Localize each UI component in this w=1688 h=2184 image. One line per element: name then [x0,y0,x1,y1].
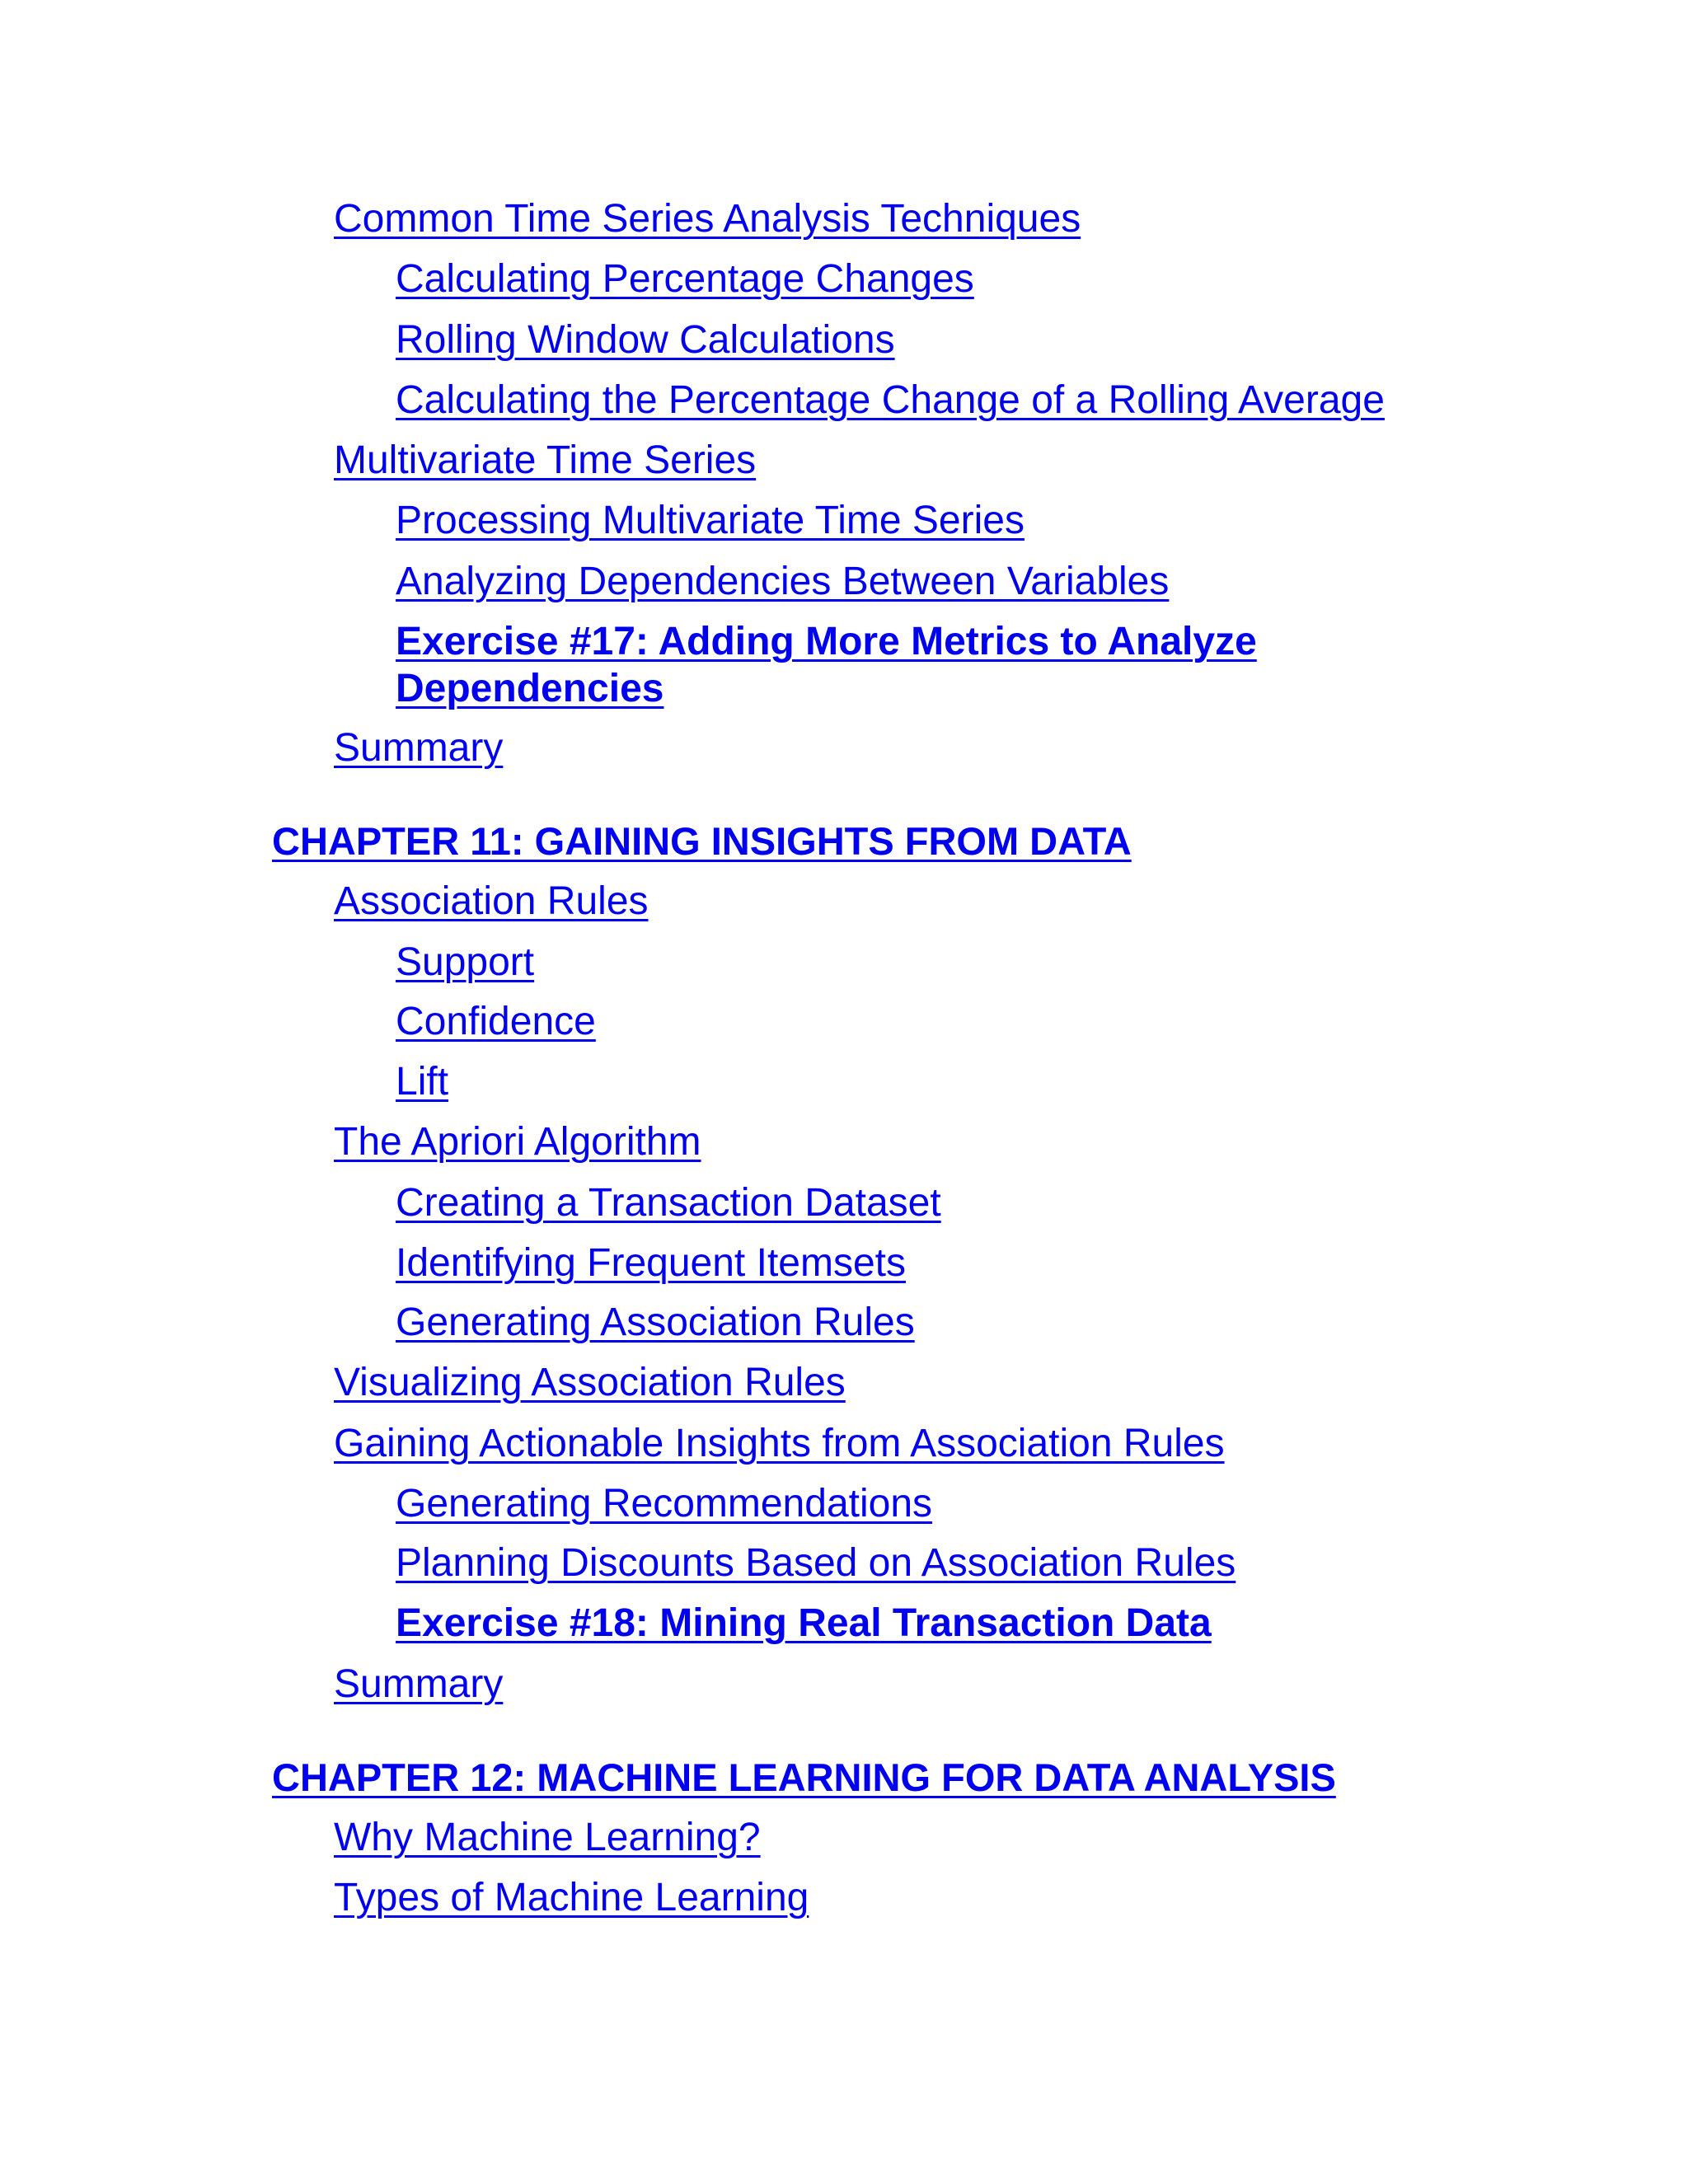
toc-link-percentage-change-rolling-average[interactable]: Calculating the Percentage Change of a Rolling Average [396,378,1385,422]
toc-link-support[interactable]: Support [396,940,535,984]
toc-link-gaining-actionable-insights[interactable]: Gaining Actionable Insights from Association Rules [334,1422,1225,1465]
toc-link-creating-transaction-dataset[interactable]: Creating a Transaction Dataset [396,1181,941,1225]
toc-link-association-rules[interactable]: Association Rules [334,879,649,923]
toc-link-types-of-machine-learning[interactable]: Types of Machine Learning [334,1876,809,1919]
toc-link-generating-recommendations[interactable]: Generating Recommendations [396,1482,933,1526]
toc-link-apriori-algorithm[interactable]: The Apriori Algorithm [334,1120,701,1164]
toc-link-analyzing-dependencies[interactable]: Analyzing Dependencies Between Variables [396,560,1170,603]
toc-link-processing-multivariate-time-series[interactable]: Processing Multivariate Time Series [396,499,1025,542]
toc-link-exercise-17[interactable]: Exercise #17: Adding More Metrics to Analyze Dependencies [396,620,1257,710]
toc-link-calculating-percentage-changes[interactable]: Calculating Percentage Changes [396,257,974,301]
toc-link-summary-chapter-10[interactable]: Summary [334,726,504,770]
toc-link-chapter-11[interactable]: CHAPTER 11: GAINING INSIGHTS FROM DATA [272,819,1132,863]
toc-link-why-machine-learning[interactable]: Why Machine Learning? [334,1816,761,1859]
toc-link-multivariate-time-series[interactable]: Multivariate Time Series [334,438,757,482]
toc-link-generating-association-rules[interactable]: Generating Association Rules [396,1301,915,1344]
toc-link-common-time-series-analysis-techniques[interactable]: Common Time Series Analysis Techniques [334,197,1081,241]
toc-link-lift[interactable]: Lift [396,1060,449,1104]
toc-link-summary-chapter-11[interactable]: Summary [334,1662,504,1706]
toc-link-chapter-12[interactable]: CHAPTER 12: MACHINE LEARNING FOR DATA ANALYSIS [272,1755,1336,1799]
toc-link-identifying-frequent-itemsets[interactable]: Identifying Frequent Itemsets [396,1241,906,1285]
toc-link-visualizing-association-rules[interactable]: Visualizing Association Rules [334,1361,846,1404]
toc-link-confidence[interactable]: Confidence [396,1000,596,1043]
toc-link-planning-discounts[interactable]: Planning Discounts Based on Association Rules [396,1541,1236,1585]
toc-link-rolling-window-calculations[interactable]: Rolling Window Calculations [396,318,895,362]
toc-link-exercise-18[interactable]: Exercise #18: Mining Real Transaction Data [396,1601,1212,1645]
